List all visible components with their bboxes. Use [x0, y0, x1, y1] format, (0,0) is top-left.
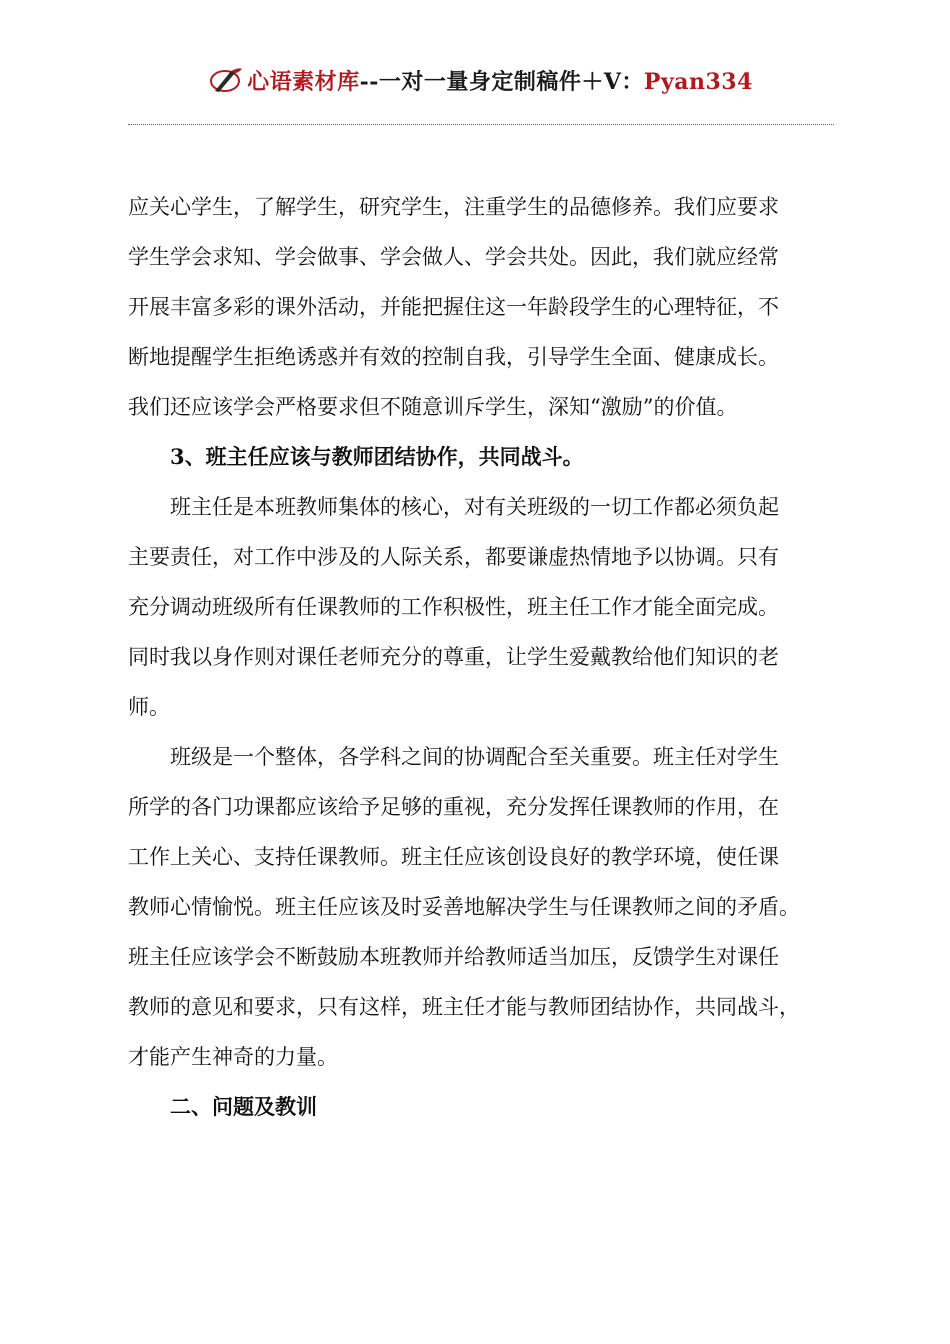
- paragraph-line: 充分调动班级所有任课教师的工作积极性，班主任工作才能全面完成。: [128, 595, 779, 619]
- header-contact: Pyan334: [643, 68, 753, 95]
- quill-logo-icon: [209, 65, 245, 95]
- paragraph-line: 才能产生神奇的力量。: [128, 1045, 338, 1069]
- paragraph-line: 师。: [128, 695, 170, 719]
- section-heading-3: 3、班主任应该与教师团结协作，共同战斗。: [170, 444, 584, 469]
- paragraph-line: 教师的意见和要求，只有这样，班主任才能与教师团结协作，共同战斗，: [128, 995, 800, 1019]
- paragraph-line: 我们还应该学会严格要求但不随意训斥学生，深知“激励”的价值。: [128, 395, 738, 419]
- header-brand: 心语素材库: [247, 68, 360, 95]
- header-tagline: --一对一量身定制稿件＋V：: [359, 68, 644, 95]
- paragraph-line: 所学的各门功课都应该给予足够的重视，充分发挥任课教师的作用，在: [128, 795, 779, 819]
- paragraph-line: 开展丰富多彩的课外活动，并能把握住这一年龄段学生的心理特征，不: [128, 295, 779, 319]
- paragraph-line: 班主任是本班教师集体的核心，对有关班级的一切工作都必须负起: [170, 495, 779, 519]
- paragraph-line: 学生学会求知、学会做事、学会做人、学会共处。因此，我们就应经常: [128, 245, 779, 269]
- paragraph-line: 同时我以身作则对课任老师充分的尊重，让学生爱戴教给他们知识的老: [128, 645, 779, 669]
- section-heading-2: 二、问题及教训: [170, 1094, 317, 1119]
- paragraph-line: 工作上关心、支持任课教师。班主任应该创设良好的教学环境，使任课: [128, 845, 779, 869]
- header-title: [247, 65, 753, 96]
- paragraph-line: 断地提醒学生拒绝诱惑并有效的控制自我，引导学生全面、健康成长。: [128, 345, 779, 369]
- paragraph-line: 班级是一个整体，各学科之间的协调配合至关重要。班主任对学生: [170, 745, 779, 769]
- paragraph-line: 教师心情愉悦。班主任应该及时妥善地解决学生与任课教师之间的矛盾。: [128, 895, 800, 919]
- paragraph-line: 班主任应该学会不断鼓励本班教师并给教师适当加压，反馈学生对课任: [128, 945, 779, 969]
- paragraph-line: 主要责任，对工作中涉及的人际关系，都要谦虚热情地予以协调。只有: [128, 545, 779, 569]
- paragraph-line: 应关心学生，了解学生，研究学生，注重学生的品德修养。我们应要求: [128, 195, 779, 219]
- page-header: [128, 62, 834, 98]
- header-divider: [128, 124, 834, 125]
- document-body: [128, 182, 834, 1132]
